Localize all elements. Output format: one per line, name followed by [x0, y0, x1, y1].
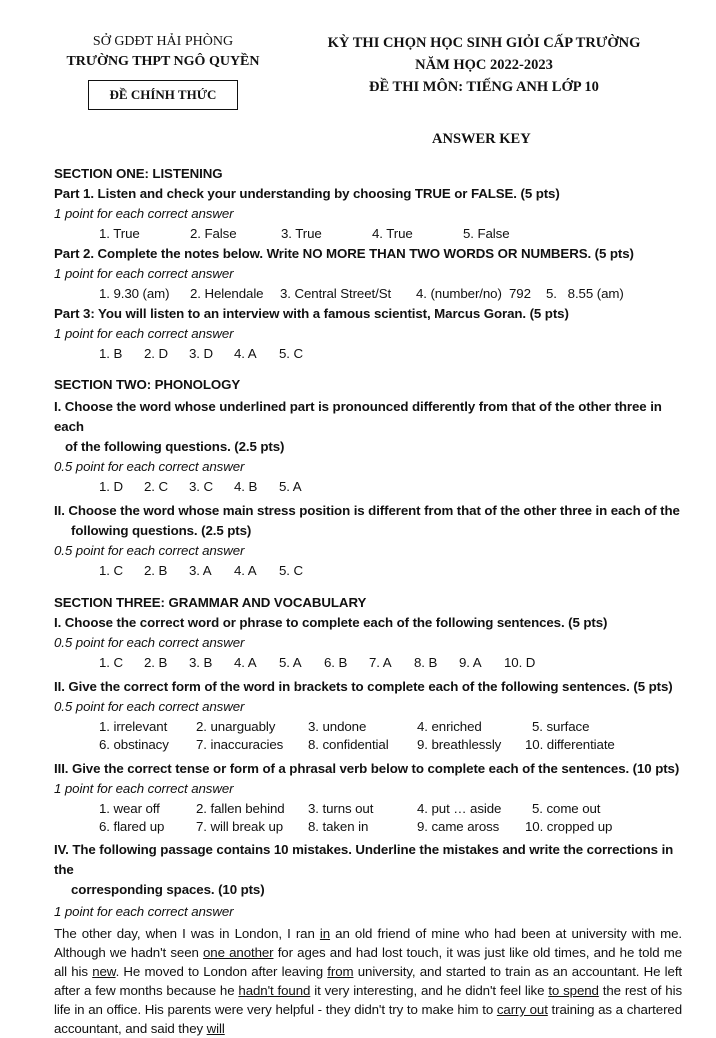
answer: 1. True — [99, 226, 140, 241]
answer: 2. B — [144, 655, 168, 670]
scoring-note: 1 point for each correct answer — [54, 326, 234, 341]
school-name: TRƯỜNG THPT NGÔ QUYỀN — [66, 54, 260, 69]
answer: 5. False — [463, 226, 510, 241]
answer: 5. C — [279, 563, 303, 578]
answer: 2. False — [190, 226, 237, 241]
passage-text: an old friend of mine who had been at university with me. Although we hadn't seen — [54, 926, 683, 960]
answer: 2. D — [144, 346, 168, 361]
underlined-mistake: will — [206, 1021, 225, 1036]
part-title-line: I. Choose the word whose underlined part is pronounced differently from that of the other three in each — [54, 399, 662, 434]
part-title: I. Choose the correct word or phrase to complete each of the following sentences. (5 pts) — [54, 615, 608, 630]
answer: 2. B — [144, 563, 168, 578]
answer: 5. come out — [532, 801, 601, 816]
answer: 1. wear off — [99, 801, 160, 816]
answer: 4. True — [372, 226, 413, 241]
answer: 9. came aross — [417, 819, 500, 834]
scoring-note: 1 point for each correct answer — [54, 266, 234, 281]
passage-text: The other day, when I was in London, I ran — [54, 926, 320, 941]
passage-text: . He moved to London after leaving — [115, 964, 328, 979]
underlined-mistake: new — [92, 964, 116, 979]
part-title — [54, 397, 682, 457]
scoring-note: 1 point for each correct answer — [54, 206, 234, 221]
answer: 1. B — [99, 346, 123, 361]
answer: 3. A — [189, 563, 212, 578]
answer: 5. C — [279, 346, 303, 361]
section-title: SECTION THREE: GRAMMAR AND VOCABULARY — [54, 595, 367, 610]
official-label: ĐỀ CHÍNH THỨC — [88, 80, 238, 110]
part-title: III. Give the correct tense or form of a phrasal verb below to complete each of the sentences. (10 pts) — [54, 761, 680, 776]
part-title-line: corresponding spaces. (10 pts) — [71, 882, 265, 897]
passage-text: for ages and had lost touch, it was just like old times, and he told me all his — [54, 945, 682, 979]
answer-row — [54, 224, 682, 244]
answer: 5. A — [279, 655, 302, 670]
answer-row — [54, 284, 682, 304]
answer: 2. fallen behind — [196, 801, 285, 816]
answer-grid — [54, 717, 682, 755]
answer: 3. C — [189, 479, 213, 494]
answer: 7. inaccuracies — [196, 737, 284, 752]
school-year: NĂM HỌC 2022-2023 — [415, 57, 553, 73]
answer-row — [54, 561, 682, 581]
answer: 1. 9.30 (am) — [99, 286, 170, 301]
part-title-line: II. Choose the word whose main stress position is different from that of the other three in each of the — [54, 503, 680, 518]
answer: 2. unarguably — [196, 719, 276, 734]
underlined-mistake: in — [319, 926, 331, 941]
underlined-mistake: to spend — [548, 983, 599, 998]
part-title — [54, 501, 682, 541]
part-title: Part 3: You will listen to an interview with a famous scientist, Marcus Goran. (5 pts) — [54, 306, 569, 321]
underlined-mistake: hadn't found — [238, 983, 311, 998]
scoring-note: 1 point for each correct answer — [54, 781, 234, 796]
answer: 1. C — [99, 655, 123, 670]
exam-title: KỲ THI CHỌN HỌC SINH GIỎI CẤP TRƯỜNG — [327, 35, 641, 51]
answer: 7. A — [369, 655, 392, 670]
error-passage — [54, 924, 682, 1038]
answer: 3. turns out — [308, 801, 374, 816]
answer: 3. True — [281, 226, 322, 241]
part-title — [54, 840, 682, 900]
scoring-note: 0.5 point for each correct answer — [54, 543, 245, 558]
part-title: Part 2. Complete the notes below. Write NO MORE THAN TWO WORDS OR NUMBERS. (5 pts) — [54, 246, 634, 261]
section-title: SECTION TWO: PHONOLOGY — [54, 377, 241, 392]
underlined-mistake: carry out — [496, 1002, 548, 1017]
department-name: SỞ GDĐT HẢI PHÒNG — [92, 34, 234, 49]
answer: 3. Central Street/St — [280, 286, 392, 301]
answer: 4. B — [234, 479, 258, 494]
answer: 6. flared up — [99, 819, 165, 834]
answer: 4. (number/no) 792 — [416, 286, 531, 301]
answer: 4. put … aside — [417, 801, 502, 816]
answer: 10. differentiate — [525, 737, 615, 752]
passage-text: training as a chartered accountant, and said they — [54, 1002, 682, 1036]
answer: 8. B — [414, 655, 438, 670]
answer: 5. 8.55 (am) — [546, 286, 624, 301]
part-title-line: IV. The following passage contains 10 mistakes. Underline the mistakes and write the corrections in the — [54, 842, 674, 877]
answer: 8. confidential — [308, 737, 389, 752]
answer: 1. C — [99, 563, 123, 578]
answer: 9. A — [459, 655, 482, 670]
answer-row — [54, 477, 682, 497]
underlined-mistake: one another — [203, 945, 274, 960]
answer: 6. obstinacy — [99, 737, 169, 752]
answer-content — [54, 164, 682, 1038]
answer: 5. A — [279, 479, 302, 494]
answer: 4. A — [234, 563, 257, 578]
answer: 5. surface — [532, 719, 590, 734]
scoring-note: 0.5 point for each correct answer — [54, 635, 245, 650]
header-left — [52, 32, 274, 72]
answer: 7. will break up — [196, 819, 284, 834]
part-title: II. Give the correct form of the word in brackets to complete each of the following sentences. (5 pts) — [54, 679, 673, 694]
answer-row — [54, 717, 682, 735]
answer-row — [54, 653, 682, 673]
answer: 4. enriched — [417, 719, 482, 734]
answer: 3. D — [189, 346, 213, 361]
scoring-note: 0.5 point for each correct answer — [54, 459, 245, 474]
answer: 10. cropped up — [525, 819, 613, 834]
answer: 2. C — [144, 479, 168, 494]
answer: 8. taken in — [308, 819, 369, 834]
section-title: SECTION ONE: LISTENING — [54, 166, 223, 181]
answer: 1. D — [99, 479, 123, 494]
underlined-mistake: from — [327, 964, 354, 979]
answer-row — [54, 799, 682, 817]
passage-text: university, and started to train as an accountant. He left after a few months because he — [54, 964, 683, 998]
answer: 1. irrelevant — [99, 719, 168, 734]
answer-row — [54, 735, 682, 755]
scoring-note: 1 point for each correct answer — [54, 904, 234, 919]
part-title-line: following questions. (2.5 pts) — [71, 523, 252, 538]
answer-key-title: ANSWER KEY — [432, 131, 531, 147]
passage-text: the rest of his life in an office. His parents were very helpful - they didn't try to make him to — [54, 983, 683, 1017]
answer-row — [54, 344, 682, 364]
answer: 6. B — [324, 655, 348, 670]
answer: 10. D — [504, 655, 536, 670]
part-title: Part 1. Listen and check your understanding by choosing TRUE or FALSE. (5 pts) — [54, 186, 560, 201]
answer: 4. A — [234, 655, 257, 670]
answer: 2. Helendale — [190, 286, 264, 301]
header-right — [300, 32, 668, 98]
answer: 3. undone — [308, 719, 367, 734]
exam-subject: ĐỀ THI MÔN: TIẾNG ANH LỚP 10 — [369, 79, 599, 95]
answer: 3. B — [189, 655, 213, 670]
answer: 9. breathlessly — [417, 737, 502, 752]
answer: 4. A — [234, 346, 257, 361]
answer-row — [54, 817, 682, 837]
part-title-line: of the following questions. (2.5 pts) — [65, 439, 285, 454]
passage-text: it very interesting, and he didn't feel like — [310, 983, 549, 998]
answer-grid — [54, 799, 682, 837]
scoring-note: 0.5 point for each correct answer — [54, 699, 245, 714]
